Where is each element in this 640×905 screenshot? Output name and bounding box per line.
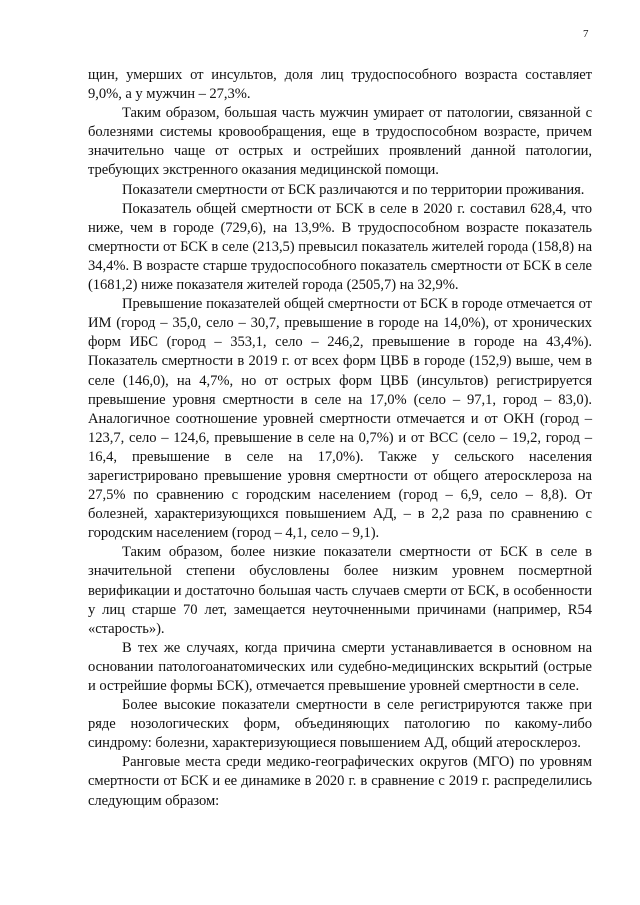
paragraph-territory-intro: Показатели смертности от БСК различаются и по территории проживания. xyxy=(122,181,585,198)
paragraph-continuation: щин, умерших от инсультов, доля лиц трудоспособного возраста составляет 9,0%, а у мужчин – 27,3%. xyxy=(88,67,592,103)
paragraph-autopsy-cases: В тех же случаях, когда причина смерти устанавливается в основном на основании патологоанатомических или судебно-медицинских вскрытий (острые и острейшие формы БСК), отмечается превышение уровней смертности в селе. xyxy=(88,639,592,694)
paragraph-ranking-intro: Ранговые места среди медико-географических округов (МГО) по уровням смертности от БСК и ее динамике в 2020 г. в сравнение с 2019 г. распределились следующим образом: xyxy=(88,754,592,809)
page-number: 7 xyxy=(583,28,589,40)
document-body xyxy=(88,66,592,811)
paragraph-nosological-forms: Более высокие показатели смертности в селе регистрируются также при ряде нозологических форм, объединяющих патологию по какому-либо синдрому: болезни, характеризующиеся повышением АД, общий атеросклероз. xyxy=(88,697,592,752)
paragraph-rural-vs-urban-rates: Показатель общей смертности от БСК в селе в 2020 г. составил 628,4, что ниже, чем в городе (729,6), на 13,9%. В трудоспособном возрасте показатель смертности от БСК в селе (213,5) превысил показатель жителей города (158,8) на 34,4%. В возрасте старше трудоспособного показатель смертности от БСК в селе (1681,2) ниже показателя жителей города (2505,7) на 32,9%. xyxy=(88,200,592,294)
paragraph-urban-excess-details: Превышение показателей общей смертности от БСК в городе отмечается от ИМ (город – 35,0, село – 30,7, превышение в городе на 14,0%), от хронических форм ИБС (город – 353,1, село – 246,2, превышение в городе на 43,4%). Показатель смертности в 2019 г. от всех форм ЦВБ в городе (152,9) выше, чем в селе (146,0), на 4,7%, но от острых форм ЦВБ (инсультов) регистрируется превышение уровня смертности в селе на 17,0% (село – 97,1, город – 83,0). Аналогичное соотношение уровней смертности отмечается и от ОКН (город – 123,7, село – 124,6, превышение в селе на 0,7%) и от ВСС (село – 19,2, город – 16,4, превышение в селе на 17,0%). Также у сельского населения зарегистрировано превышение уровня смертности от общего атеросклероза на 27,5% по сравнению с городским населением (город – 6,9, село – 8,8). От болезней, характеризующихся повышением АД, – в 2,2 раза по сравнению с городским населением (город – 4,1, село – 9,1). xyxy=(88,296,592,542)
paragraph-men-mortality-conclusion: Таким образом, большая часть мужчин умирает от патологии, связанной с болезнями системы кровообращения, еще в трудоспособном возрасте, причем значительно чаще от острых и острейших проявлений данной патологии, требующих экстренного оказания медицинской помощи. xyxy=(88,105,592,179)
paragraph-verification-conclusion: Таким образом, более низкие показатели смертности от БСК в селе в значительной степени обусловлены более низким уровнем посмертной верификации и достаточно большая часть случаев смерти от БСК, в особенности у лиц старше 70 лет, замещается неуточненными причинами (например, R54 «старость»). xyxy=(88,544,592,637)
